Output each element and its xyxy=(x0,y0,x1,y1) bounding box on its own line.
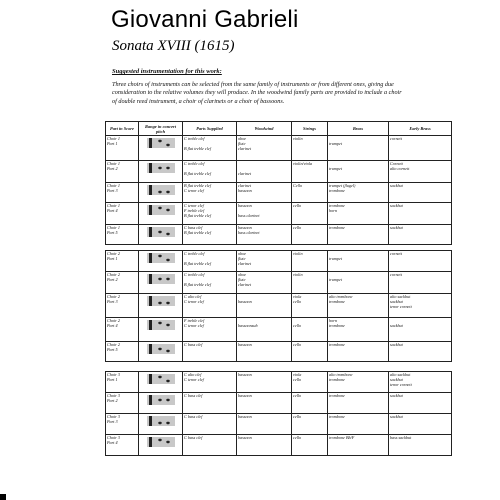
staff-range-icon xyxy=(146,394,176,406)
parts-cell: C bass clef xyxy=(183,414,237,435)
early-brass-cell: sackbut xyxy=(389,342,452,362)
strings-cell: cello xyxy=(292,393,328,414)
brass-cell: horn trombone xyxy=(328,318,389,342)
composer-title: Giovanni Gabrieli xyxy=(111,6,299,33)
parts-cell: C treble clef B flat treble clef xyxy=(183,136,237,161)
table-row xyxy=(106,435,452,456)
choir-table-2 xyxy=(105,250,452,362)
parts-cell: C treble clef B flat treble clef xyxy=(183,251,237,272)
table-row xyxy=(106,183,452,203)
staff-range-icon xyxy=(146,436,176,448)
range-cell xyxy=(139,183,183,203)
woodwind-cell: bassoonsub xyxy=(237,318,292,342)
part-cell: Choir 1 Part 5 xyxy=(106,225,139,245)
brass-cell: trombone horn xyxy=(328,203,389,225)
woodwind-cell: bassoon xyxy=(237,393,292,414)
staff-range-icon xyxy=(146,204,176,216)
header-range: Range in concert pitch xyxy=(139,122,183,136)
brass-cell: trombone xyxy=(328,342,389,362)
header-early-brass: Early Brass xyxy=(389,122,452,136)
staff-range-icon xyxy=(146,137,176,149)
parts-cell: C treble clef B flat treble clef xyxy=(183,161,237,183)
range-cell xyxy=(139,161,183,183)
header-brass: Brass xyxy=(328,122,389,136)
woodwind-cell: oboe flute clarinet xyxy=(237,136,292,161)
range-cell xyxy=(139,414,183,435)
table-row xyxy=(106,294,452,318)
range-cell xyxy=(139,251,183,272)
early-brass-cell: sackbut xyxy=(389,414,452,435)
early-brass-cell: cornett xyxy=(389,272,452,294)
brass-cell: alto trombone trombone xyxy=(328,294,389,318)
table-row xyxy=(106,372,452,393)
strings-cell: cello xyxy=(292,318,328,342)
range-cell xyxy=(139,393,183,414)
table-row xyxy=(106,203,452,225)
early-brass-cell: Cornett alto cornett xyxy=(389,161,452,183)
early-brass-cell: bass sackbut xyxy=(389,435,452,456)
brass-cell: alto trombone trombone xyxy=(328,372,389,393)
range-cell xyxy=(139,435,183,456)
strings-cell: viola cello xyxy=(292,372,328,393)
staff-range-icon xyxy=(146,343,176,355)
intro-paragraph: Three choirs of instruments can be selected from the same family of instruments or from different ones, giving due consideration to the relative volumes they will produce. In the woodwind family parts are provided to include a choir of double reed instrument, a choir of clarinets or a choir of bassoons. xyxy=(112,81,402,105)
woodwind-cell: oboe flute clarinet xyxy=(237,272,292,294)
brass-cell: trumpet xyxy=(328,161,389,183)
parts-cell: C tenor clef F treble clef B flat treble clef xyxy=(183,203,237,225)
early-brass-cell: sackbut xyxy=(389,318,452,342)
woodwind-cell: bassoon xyxy=(237,342,292,362)
range-cell xyxy=(139,272,183,294)
woodwind-cell: oboe flute clarinet xyxy=(237,251,292,272)
parts-cell: C alto clef C tenor clef xyxy=(183,372,237,393)
range-cell xyxy=(139,136,183,161)
part-cell: Choir 1 Part 3 xyxy=(106,183,139,203)
early-brass-cell: alto sackbut sackbut tenor cornett xyxy=(389,372,452,393)
early-brass-cell: cornett xyxy=(389,136,452,161)
part-cell: Choir 2 Part 4 xyxy=(106,318,139,342)
woodwind-cell: bassoon xyxy=(237,435,292,456)
strings-cell: violin/viola xyxy=(292,161,328,183)
part-cell: Choir 3 Part 2 xyxy=(106,393,139,414)
part-cell: Choir 1 Part 2 xyxy=(106,161,139,183)
parts-cell: C bass clef xyxy=(183,342,237,362)
early-brass-cell: sackbut xyxy=(389,225,452,245)
brass-cell: trumpet xyxy=(328,136,389,161)
range-cell xyxy=(139,203,183,225)
parts-cell: C bass clef B flat treble clef xyxy=(183,225,237,245)
parts-cell: F treble clef C tenor clef xyxy=(183,318,237,342)
header-strings: Strings xyxy=(292,122,328,136)
parts-cell: C bass clef xyxy=(183,393,237,414)
staff-range-icon xyxy=(146,415,176,427)
range-cell xyxy=(139,225,183,245)
woodwind-cell: bassoon xyxy=(237,294,292,318)
woodwind-cell: clarinet bassoon xyxy=(237,183,292,203)
staff-range-icon xyxy=(146,295,176,307)
woodwind-cell: bassoon xyxy=(237,372,292,393)
table-row xyxy=(106,272,452,294)
strings-cell: cello xyxy=(292,414,328,435)
early-brass-cell: sackbut xyxy=(389,183,452,203)
strings-cell: violin xyxy=(292,272,328,294)
brass-cell: trombone xyxy=(328,225,389,245)
brass-cell: trumpet xyxy=(328,272,389,294)
page-edge-mark xyxy=(0,494,6,500)
strings-cell: cello xyxy=(292,225,328,245)
staff-range-icon xyxy=(146,162,176,174)
header-parts-supplied: Parts Supplied xyxy=(183,122,237,136)
parts-cell: C alto clef C tenor clef xyxy=(183,294,237,318)
staff-range-icon xyxy=(146,226,176,238)
table-row xyxy=(106,342,452,362)
section-heading: Suggested instrumentation for this work: xyxy=(112,68,222,75)
woodwind-cell: clarinet xyxy=(237,161,292,183)
staff-range-icon xyxy=(146,319,176,331)
choir-table-3 xyxy=(105,371,452,456)
strings-cell: Cello xyxy=(292,183,328,203)
table-row xyxy=(106,161,452,183)
parts-cell: C bass clef xyxy=(183,435,237,456)
strings-cell: violin xyxy=(292,136,328,161)
part-cell: Choir 2 Part 2 xyxy=(106,272,139,294)
strings-cell: violin xyxy=(292,251,328,272)
part-cell: Choir 2 Part 1 xyxy=(106,251,139,272)
woodwind-cell: bassoon bass clarinet xyxy=(237,203,292,225)
range-cell xyxy=(139,342,183,362)
header-woodwind: Woodwind xyxy=(237,122,292,136)
part-cell: Choir 2 Part 5 xyxy=(106,342,139,362)
staff-range-icon xyxy=(146,184,176,196)
brass-cell: trombone xyxy=(328,393,389,414)
table-row xyxy=(106,414,452,435)
parts-cell: B flat treble clef C tenor clef xyxy=(183,183,237,203)
table-row xyxy=(106,136,452,161)
early-brass-cell: alto sackbut sackbut tenor cornett xyxy=(389,294,452,318)
early-brass-cell: sackbut xyxy=(389,393,452,414)
part-cell: Choir 3 Part 4 xyxy=(106,435,139,456)
table-row xyxy=(106,225,452,245)
work-subtitle: Sonata XVIII (1615) xyxy=(112,38,235,54)
range-cell xyxy=(139,294,183,318)
table-row xyxy=(106,393,452,414)
part-cell: Choir 3 Part 1 xyxy=(106,372,139,393)
range-cell xyxy=(139,318,183,342)
brass-cell: trombone Bb/F xyxy=(328,435,389,456)
brass-cell: trombone xyxy=(328,414,389,435)
choir-table-1 xyxy=(105,121,452,245)
staff-range-icon xyxy=(146,252,176,264)
brass-cell: trumpet (flugel) trombone xyxy=(328,183,389,203)
range-cell xyxy=(139,372,183,393)
table-row xyxy=(106,318,452,342)
part-cell: Choir 1 Part 1 xyxy=(106,136,139,161)
part-cell: Choir 3 Part 3 xyxy=(106,414,139,435)
early-brass-cell: cornett xyxy=(389,251,452,272)
strings-cell: cello xyxy=(292,342,328,362)
staff-range-icon xyxy=(146,373,176,385)
table-row xyxy=(106,251,452,272)
header-part: Part in Score xyxy=(106,122,139,136)
woodwind-cell: bassoon bass clarinet xyxy=(237,225,292,245)
woodwind-cell: bassoon xyxy=(237,414,292,435)
early-brass-cell: sackbut xyxy=(389,203,452,225)
part-cell: Choir 1 Part 4 xyxy=(106,203,139,225)
strings-cell: cello xyxy=(292,203,328,225)
parts-cell: C treble clef B flat treble clef xyxy=(183,272,237,294)
strings-cell: cello xyxy=(292,435,328,456)
brass-cell: trumpet xyxy=(328,251,389,272)
strings-cell: viola cello xyxy=(292,294,328,318)
staff-range-icon xyxy=(146,273,176,285)
part-cell: Choir 2 Part 3 xyxy=(106,294,139,318)
